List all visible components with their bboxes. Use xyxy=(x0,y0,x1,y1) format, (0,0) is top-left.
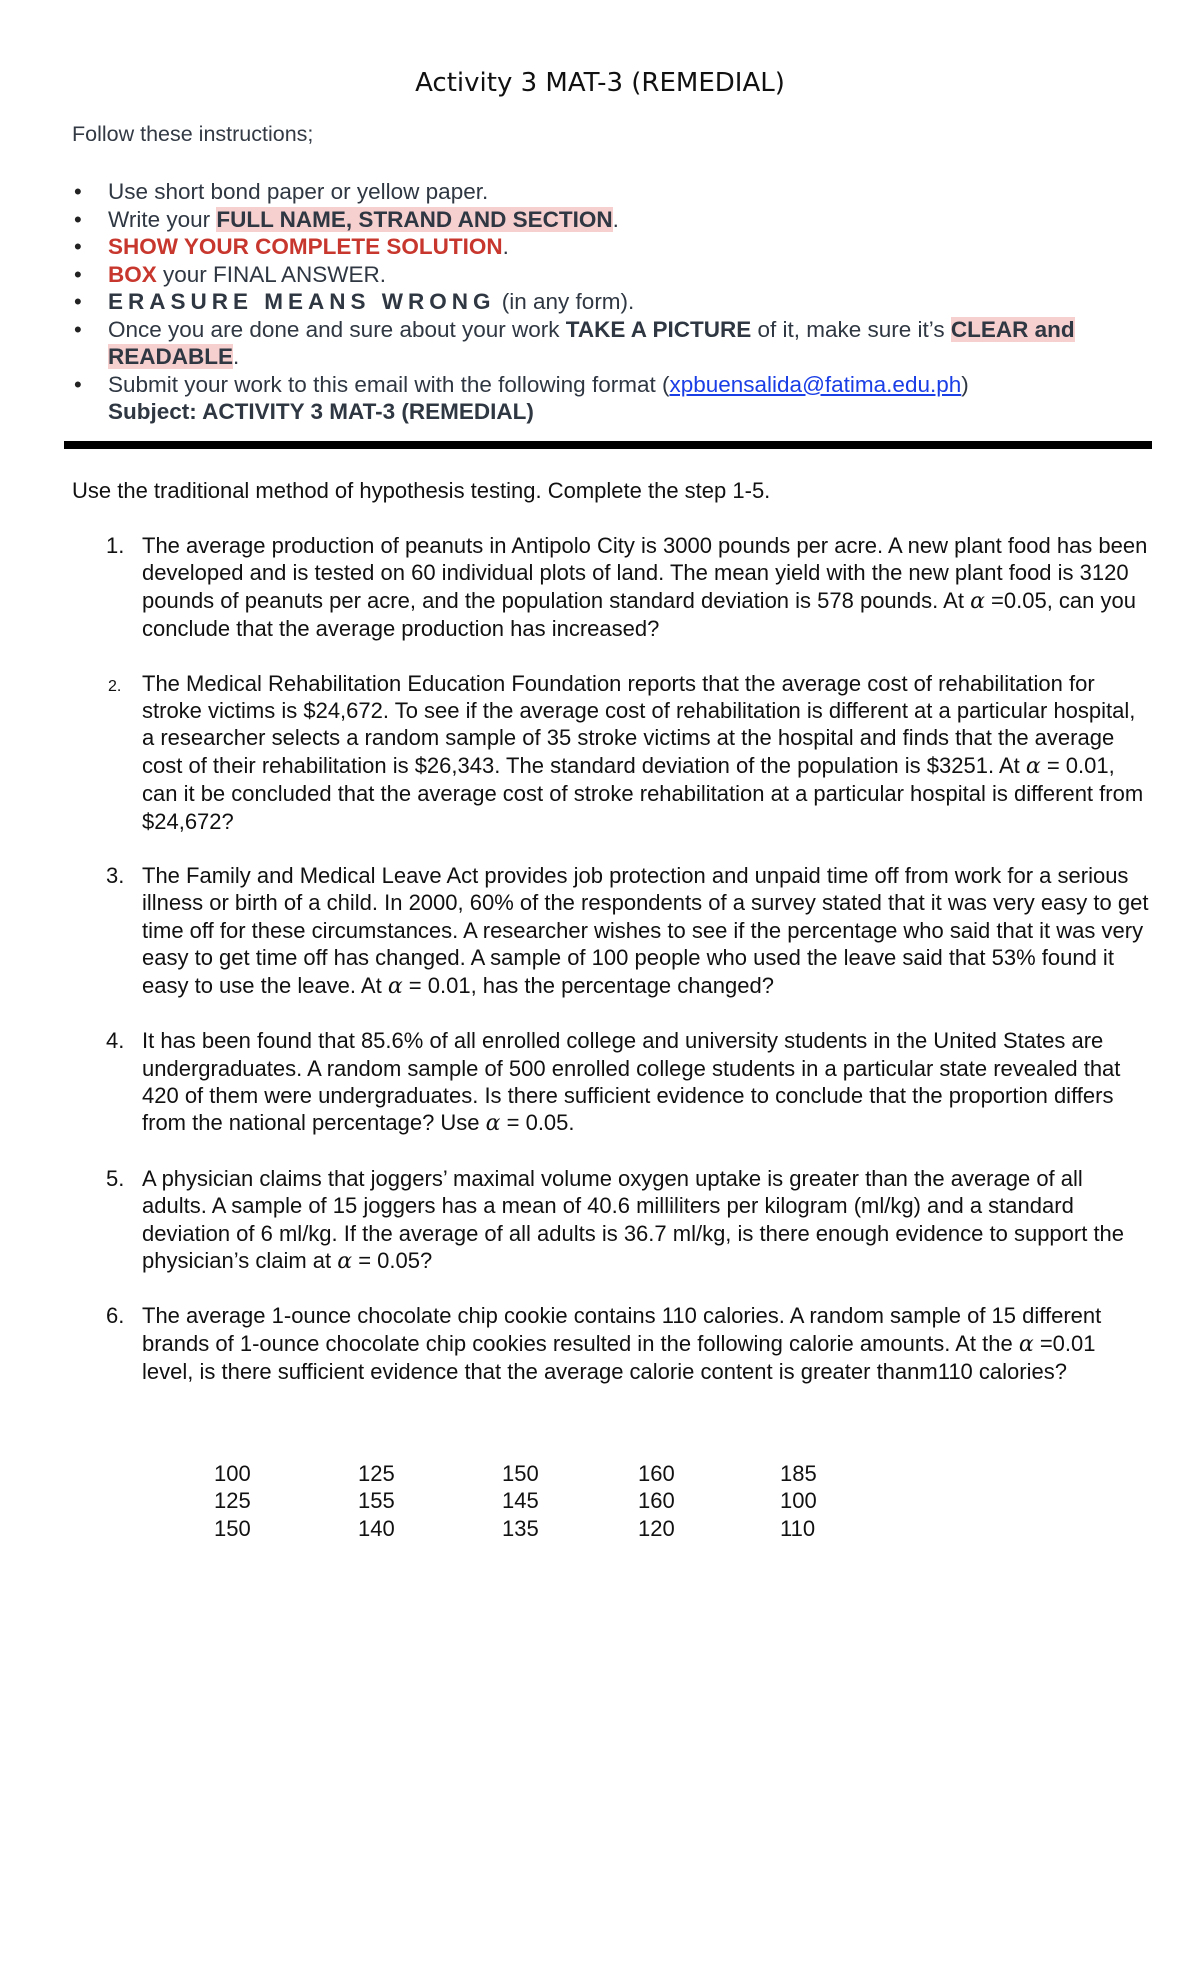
table-row xyxy=(214,1460,928,1488)
instruction-item: • Write your FULL NAME, STRAND AND SECTION. xyxy=(74,206,619,232)
table-cell: 160 xyxy=(638,1488,675,1514)
alpha-symbol: α xyxy=(1018,1331,1034,1357)
alpha-symbol: α xyxy=(1025,753,1041,779)
alpha-symbol: α xyxy=(387,973,403,999)
emphasis-text: BOX xyxy=(108,261,157,287)
instruction-item: • Submit your work to this email with the following format (xpbuensalida@fatima.edu.ph) Subject: ACTIVITY 3 MAT-3 (REMEDIAL) xyxy=(74,371,969,424)
problem-number: 4. xyxy=(106,1028,125,1054)
instruction-item: • Use short bond paper or yellow paper. xyxy=(74,179,489,204)
table-cell: 125 xyxy=(358,1460,395,1486)
table-cell: 100 xyxy=(214,1460,251,1486)
problem-number: 5. xyxy=(106,1165,125,1191)
instruction-item: • SHOW YOUR COMPLETE SOLUTION. xyxy=(74,234,509,259)
problem-number: 6. xyxy=(106,1303,125,1329)
bullet-icon: • xyxy=(74,289,82,314)
bullet-icon: • xyxy=(74,179,82,204)
problem-item: 4. It has been found that 85.6% of all enrolled college and university students in the United States are undergraduates. A random sample of 500 enrolled college students in a particular state revealed that 420 of them were undergraduates. Is there sufficient evidence to conclude that the proportion differs from the national percentage? Use α = 0.05. xyxy=(106,1028,1121,1137)
table-cell: 125 xyxy=(214,1488,251,1514)
spaced-emphasis-text: ERASURE MEANS WRONG xyxy=(108,289,496,314)
email-subject: Subject: ACTIVITY 3 MAT-3 (REMEDIAL) xyxy=(108,399,534,424)
table-cell: 140 xyxy=(358,1515,395,1541)
page-title: Activity 3 MAT-3 (REMEDIAL) xyxy=(415,68,785,98)
problem-item: 1. The average production of peanuts in Antipolo City is 3000 pounds per acre. A new plant food has been developed and is tested on 60 individual plots of land. The mean yield with the new plant food is 3120 pounds of peanuts per acre, and the population standard deviation is 578 pounds. At α =0.05, can you conclude that the average production has increased? xyxy=(106,533,1148,642)
problem-number: 1. xyxy=(106,533,125,558)
table-row xyxy=(214,1488,928,1516)
alpha-symbol: α xyxy=(337,1248,353,1274)
problem-item: 5. A physician claims that joggers’ maximal volume oxygen uptake is greater than the average of all adults. A sample of 15 joggers has a mean of 40.6 milliliters per kilogram (ml/kg) and a standard deviation of 6 ml/kg. If the average of all adults is 36.7 ml/kg, is there enough evidence to support the physician’s claim at α = 0.05? xyxy=(106,1165,1125,1274)
bullet-icon: • xyxy=(74,234,82,259)
highlighted-text: CLEAR and READABLE xyxy=(108,316,1075,369)
table-cell: 185 xyxy=(780,1460,817,1486)
problem-number: 2. xyxy=(108,677,122,695)
table-cell: 145 xyxy=(502,1488,539,1514)
table-cell: 120 xyxy=(638,1515,675,1541)
problem-list xyxy=(72,532,1152,1413)
bullet-icon: • xyxy=(74,371,82,397)
intro-text: Follow these instructions; xyxy=(72,122,314,146)
divider xyxy=(64,441,1152,449)
lead-text: Use the traditional method of hypothesis testing. Complete the step 1-5. xyxy=(72,478,771,503)
problem-item: 3. The Family and Medical Leave Act provides job protection and unpaid time off from work for a serious illness or birth of a child. In 2000, 60% of the respondents of a survey stated that it was very easy to get time off for these circumstances. A researcher wishes to see if the percentage who said that it was very easy to get time off has changed. A sample of 100 people who used the leave said that 53% found it easy to use the leave. At α = 0.01, has the percentage changed? xyxy=(106,863,1149,999)
problem-item: 6. The average 1-ounce chocolate chip cookie contains 110 calories. A random sample of 15 different brands of 1-ounce chocolate chip cookies resulted in the following calorie amounts. At the α =0.01 level, is there sufficient evidence that the average calorie content is greater thanm110 calories? xyxy=(106,1303,1102,1385)
instruction-item: • BOX your FINAL ANSWER. xyxy=(74,261,386,287)
table-cell: 110 xyxy=(780,1515,816,1541)
bullet-icon: • xyxy=(74,261,82,287)
table-cell: 155 xyxy=(358,1488,395,1514)
problem-number: 3. xyxy=(106,863,125,889)
bullet-icon: • xyxy=(74,316,82,342)
bullet-icon: • xyxy=(74,206,82,232)
table-row xyxy=(214,1515,928,1543)
instruction-item: • ERASURE MEANS WRONG (in any form). xyxy=(74,289,635,314)
instruction-item: • Once you are done and sure about your work TAKE A PICTURE of it, make sure it’s CLEAR and READABLE. xyxy=(74,316,1075,369)
highlighted-text: FULL NAME, STRAND AND SECTION xyxy=(216,206,613,232)
calorie-data-table xyxy=(214,1460,928,1543)
table-cell: 135 xyxy=(502,1515,539,1541)
table-cell: 160 xyxy=(638,1460,675,1486)
problem-item: 2. The Medical Rehabilitation Education Foundation reports that the average cost of rehabilitation for stroke victims is $24,672. To see if the average cost of rehabilitation is different at a particular hospital, a researcher selects a random sample of 35 stroke victims at the hospital and finds that the average cost of their rehabilitation is $26,343. The standard deviation of the population is $3251. At α = 0.01, can it be concluded that the average cost of stroke rehabilitation at a particular hospital is different from $24,672? xyxy=(108,670,1144,834)
alpha-symbol: α xyxy=(485,1111,501,1137)
table-cell: 150 xyxy=(214,1515,251,1541)
table-cell: 100 xyxy=(780,1488,817,1514)
table-cell: 150 xyxy=(502,1460,539,1486)
alpha-symbol: α xyxy=(970,588,985,614)
email-link[interactable]: xpbuensalida@fatima.edu.ph xyxy=(669,371,962,397)
instruction-list xyxy=(72,178,1152,426)
emphasis-text: SHOW YOUR COMPLETE SOLUTION xyxy=(108,234,503,259)
